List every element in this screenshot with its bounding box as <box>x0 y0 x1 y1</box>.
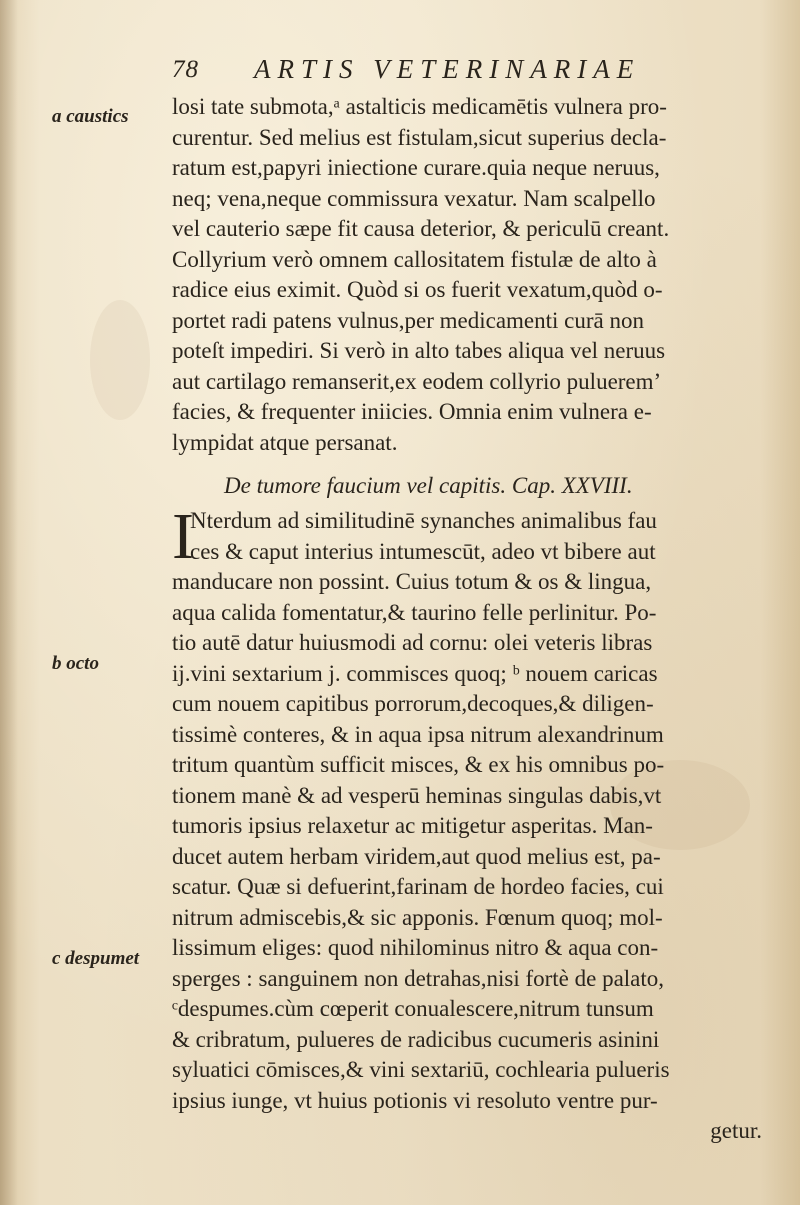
running-header <box>172 54 772 94</box>
text-line: curentur. Sed melius est fistulam,sicut superius decla- <box>172 124 667 150</box>
text-line: ij.vini sextarium j. commisces quoq; ᵇ nouem caricas <box>172 660 658 686</box>
margin-note: a caustics <box>52 106 129 127</box>
running-title: ARTIS VETERINARIAE <box>254 54 641 84</box>
text-line-last: getur. <box>710 1118 762 1143</box>
text-line: & cribratum, pulueres de radicibus cucumeris asinini <box>172 1026 660 1052</box>
text-line: ces & caput interius intumescūt, adeo vt bibere aut <box>190 538 656 564</box>
margin-note: b octo <box>52 653 99 674</box>
text-line: nitrum admiscebis,& sic apponis. Fœnum quoq; mol- <box>172 904 663 930</box>
text-line: portet radi patens vulnus,per medicamenti curā non <box>172 307 644 333</box>
text-line: aut cartilago remanserit,ex eodem collyrio pulueremʼ <box>172 368 662 394</box>
text-line: ipsius iunge, vt huius potionis vi resoluto ventre pur- <box>172 1087 658 1113</box>
text-line: manducare non possint. Cuius totum & os & lingua, <box>172 569 652 594</box>
text-line: scatur. Quæ si defuerint,farinam de hordeo facies, cui <box>172 874 664 899</box>
text-line: Nterdum ad similitudinē synanches animalibus fau <box>190 508 657 533</box>
chapter-title: De tumore faucium vel capitis. Cap. XXVIII. <box>224 473 633 498</box>
text-line: neq; vena,neque commissura vexatur. Nam scalpello <box>172 185 656 211</box>
text-line: facies, & frequenter iniicies. Omnia enim vulnera e- <box>172 399 652 424</box>
page-number: 78 <box>172 56 199 83</box>
chapter-lines <box>172 500 772 1116</box>
text-line: tritum quantùm sufficit misces, & ex his omnibus po- <box>172 752 665 777</box>
paragraph-chapter-28 <box>172 500 772 1147</box>
text-line: ducet autem herbam viridem,aut quod melius est, pa- <box>172 843 661 869</box>
text-line: tionem manè & ad vesperū heminas singulas dabis,vt <box>172 782 662 808</box>
text-line: sperges : sanguinem non detrahas,nisi fortè de palato, <box>172 965 665 991</box>
text-line: ratum est,papyri iniectione curare.quia neque neruus, <box>172 155 660 180</box>
text-line: poteſt impediri. Si verò in alto tabes aliqua vel neruus <box>172 338 666 363</box>
text-line: radice eius eximit. Quòd si os fuerit vexatum,quòd o- <box>172 277 663 302</box>
text-line: tio autē datur huiusmodi ad cornu: olei veteris libras <box>172 630 653 655</box>
text-line: ᶜdespumes.cùm cœperit conualescere,nitrum tunsum <box>172 996 654 1021</box>
spine-shadow <box>0 0 18 1205</box>
body-text <box>172 92 772 1147</box>
text-line: tissimè conteres, & in aqua ipsa nitrum alexandrinum <box>172 721 664 747</box>
text-line: tumoris ipsius relaxetur ac mitigetur asperitas. Man- <box>172 813 653 838</box>
text-line: lympidat atque persanat. <box>172 429 398 455</box>
text-line: vel cauterio sæpe fit causa deterior, & periculū creant. <box>172 216 670 241</box>
drop-cap: I <box>172 500 194 573</box>
text-line: Collyrium verò omnem callositatem fistulæ de alto à <box>172 246 657 272</box>
text-line: aqua calida fomentatur,& taurino felle perlinitur. Po- <box>172 599 657 625</box>
text-line: lissimum eliges: quod nihilominus nitro & aqua con- <box>172 935 659 960</box>
paper-stain <box>90 300 150 420</box>
margin-note: c despumet <box>52 948 140 969</box>
text-line: cum nouem capitibus porrorum,decoques,& diligen- <box>172 691 654 716</box>
text-line: syluatici cōmisces,& vini sextariū, cochlearia pulueris <box>172 1057 670 1082</box>
text-line: losi tate submota,ᵃ astalticis medicamētis vulnera pro- <box>172 94 667 119</box>
paragraph-previous-chapter <box>172 92 772 458</box>
